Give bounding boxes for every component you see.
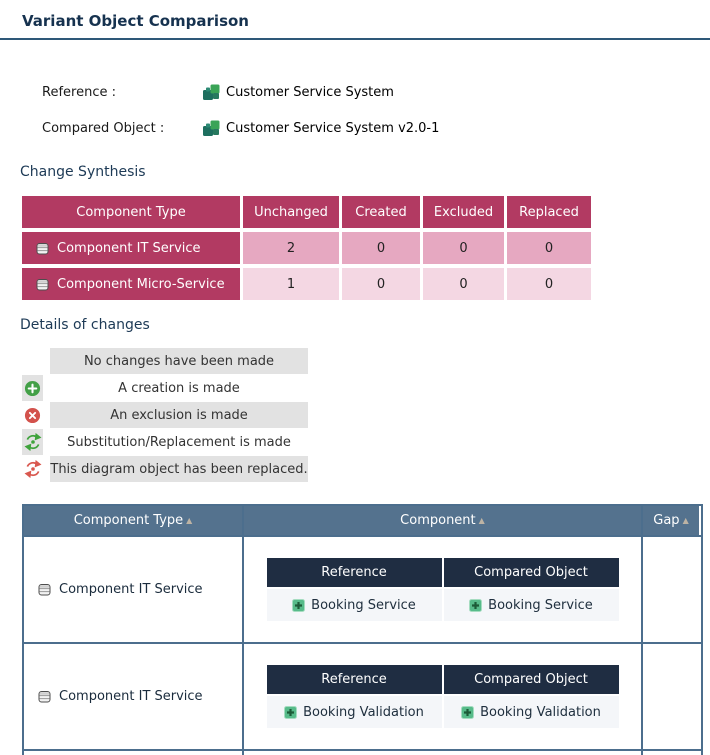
synthesis-row-type xyxy=(22,232,240,264)
legend-label: A creation is made xyxy=(118,380,240,396)
model-icon xyxy=(203,84,220,100)
component-icon xyxy=(469,599,482,612)
component-type-icon xyxy=(36,242,49,255)
synthesis-excluded-count: 0 xyxy=(423,268,504,300)
details-comparison-table xyxy=(22,504,703,755)
compared-component xyxy=(444,589,619,621)
synthesis-unchanged-count: 1 xyxy=(243,268,339,300)
synthesis-row-type xyxy=(22,268,240,300)
synthesis-unchanged-count: 2 xyxy=(243,232,339,264)
column-label: Component Type xyxy=(73,513,184,528)
reference-label: Reference : xyxy=(42,84,116,100)
sort-header-component[interactable] xyxy=(242,506,641,535)
subtable-header-compared: Compared Object xyxy=(444,665,619,694)
legend-label: Substitution/Replacement is made xyxy=(67,434,291,450)
row-component-comparison xyxy=(242,751,641,755)
reference-component xyxy=(267,589,442,621)
legend-item-replaced xyxy=(22,456,710,482)
sort-asc-icon[interactable]: ▲ xyxy=(682,515,689,525)
component-icon xyxy=(292,599,305,612)
row-component-type xyxy=(24,751,242,755)
legend-item-exclusion xyxy=(22,402,710,428)
reference-compared-subtable xyxy=(267,665,619,728)
legend-label: An exclusion is made xyxy=(50,402,308,428)
reference-compared-subtable xyxy=(267,558,619,621)
column-label: Gap xyxy=(653,513,680,528)
plus-circle-icon xyxy=(22,375,43,401)
model-icon xyxy=(203,120,220,136)
synthesis-col-header: Replaced xyxy=(507,196,591,228)
table-row xyxy=(24,642,701,749)
reference-component xyxy=(267,696,442,728)
synthesis-excluded-count: 0 xyxy=(423,232,504,264)
row-component-comparison xyxy=(242,644,641,749)
synthesis-col-header: Unchanged xyxy=(243,196,339,228)
synthesis-col-header: Component Type xyxy=(22,196,240,228)
sort-header-component-type[interactable] xyxy=(24,506,242,535)
component-type-icon xyxy=(36,278,49,291)
subtable-header-reference: Reference xyxy=(267,558,442,587)
change-synthesis-table xyxy=(22,196,591,300)
reference-value xyxy=(203,84,394,100)
sort-header-gap[interactable] xyxy=(641,506,699,535)
sort-asc-icon[interactable]: ▲ xyxy=(186,515,193,525)
details-table-header xyxy=(24,506,701,535)
component-icon xyxy=(284,706,297,719)
row-gap-cell xyxy=(641,751,699,755)
row-gap-cell xyxy=(641,644,699,749)
legend-label: No changes have been made xyxy=(50,348,308,374)
synthesis-col-header: Created xyxy=(342,196,420,228)
synthesis-col-header: Excluded xyxy=(423,196,504,228)
compared-object-value xyxy=(203,120,439,136)
compared-object-row xyxy=(42,118,710,138)
synthesis-created-count: 0 xyxy=(342,268,420,300)
row-component-type-label: Component IT Service xyxy=(59,689,203,704)
compared-object-label: Compared Object : xyxy=(42,120,165,136)
row-component-type-label: Component IT Service xyxy=(59,582,203,597)
row-component-type xyxy=(24,537,242,642)
compared-object-name: Customer Service System v2.0-1 xyxy=(226,120,440,136)
synthesis-replaced-count: 0 xyxy=(507,268,591,300)
change-legend xyxy=(22,348,710,482)
subtable-header-reference: Reference xyxy=(267,665,442,694)
component-name: Booking Service xyxy=(311,597,416,613)
component-name: Booking Service xyxy=(488,597,593,613)
compared-component xyxy=(444,696,619,728)
table-row xyxy=(24,749,701,755)
component-type-icon xyxy=(38,583,51,596)
reference-row xyxy=(42,82,710,102)
component-type-icon xyxy=(38,690,51,703)
swap-arrows-red-icon xyxy=(22,456,43,482)
comparison-info xyxy=(42,82,710,138)
legend-item-creation xyxy=(22,375,710,401)
legend-label: This diagram object has been replaced. xyxy=(50,456,308,482)
component-icon xyxy=(461,706,474,719)
page-title: Variant Object Comparison xyxy=(22,12,249,30)
column-label: Component xyxy=(400,513,476,528)
component-name: Booking Validation xyxy=(480,704,601,720)
component-name: Booking Validation xyxy=(303,704,424,720)
synthesis-created-count: 0 xyxy=(342,232,420,264)
x-circle-icon xyxy=(22,402,43,428)
details-of-changes-heading: Details of changes xyxy=(20,317,150,333)
page-header xyxy=(0,0,710,40)
change-synthesis-heading: Change Synthesis xyxy=(20,164,146,180)
swap-arrows-green-icon xyxy=(22,429,43,455)
legend-icon-spacer xyxy=(22,348,43,374)
table-row xyxy=(24,535,701,642)
synthesis-replaced-count: 0 xyxy=(507,232,591,264)
synthesis-row-type-label: Component IT Service xyxy=(57,240,201,256)
legend-item-unchanged xyxy=(22,348,710,374)
sort-asc-icon[interactable]: ▲ xyxy=(478,515,485,525)
reference-object-name: Customer Service System xyxy=(226,84,394,100)
synthesis-row-type-label: Component Micro-Service xyxy=(57,276,225,292)
row-component-comparison xyxy=(242,537,641,642)
row-gap-cell xyxy=(641,537,699,642)
subtable-header-compared: Compared Object xyxy=(444,558,619,587)
legend-item-substitution xyxy=(22,429,710,455)
row-component-type xyxy=(24,644,242,749)
